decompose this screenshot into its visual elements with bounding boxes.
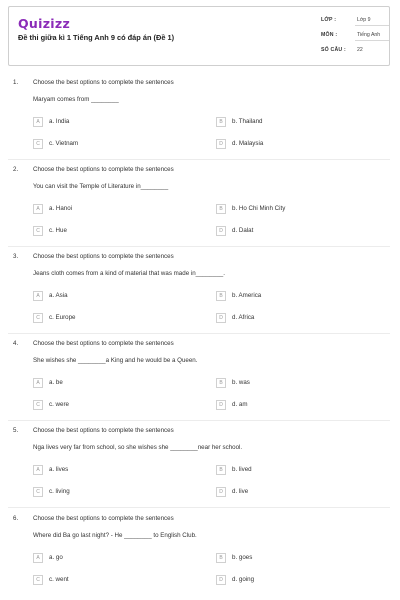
meta-grade-value: Lớp 9 xyxy=(357,17,371,23)
option-text: a. India xyxy=(49,118,70,125)
question-divider xyxy=(8,246,390,247)
question-prompt: Choose the best options to complete the sentences xyxy=(33,253,174,260)
option-letter-box: A xyxy=(33,378,43,388)
option-text: a. Asia xyxy=(49,292,68,299)
option-text: a. go xyxy=(49,554,63,561)
question-prompt: Choose the best options to complete the sentences xyxy=(33,427,174,434)
option-letter-box: A xyxy=(33,465,43,475)
option-text: d. Dalat xyxy=(232,227,254,234)
option-letter-box: A xyxy=(33,117,43,127)
question-prompt: Choose the best options to complete the sentences xyxy=(33,515,174,522)
option-text: d. going xyxy=(232,576,255,583)
question-divider xyxy=(8,333,390,334)
meta-divider xyxy=(355,40,389,41)
option-text: c. Vietnam xyxy=(49,140,79,147)
option-text: a. lives xyxy=(49,466,69,473)
question-divider xyxy=(8,507,390,508)
question-sentence: Maryam comes from ________ xyxy=(33,96,119,103)
option-text: b. lived xyxy=(232,466,252,473)
question-prompt: Choose the best options to complete the sentences xyxy=(33,79,174,86)
question-divider xyxy=(8,420,390,421)
option-letter-box: B xyxy=(216,117,226,127)
option-letter-box: A xyxy=(33,204,43,214)
option-letter-box: C xyxy=(33,139,43,149)
option-letter-box: D xyxy=(216,313,226,323)
question-number: 2. xyxy=(13,166,19,173)
option-letter-box: D xyxy=(216,226,226,236)
option-text: b. Ho Chi Minh City xyxy=(232,205,286,212)
option-text: b. Thailand xyxy=(232,118,263,125)
option-text: a. Hanoi xyxy=(49,205,73,212)
question-number: 3. xyxy=(13,253,19,260)
option-text: d. live xyxy=(232,488,249,495)
option-text: a. be xyxy=(49,379,63,386)
option-letter-box: B xyxy=(216,465,226,475)
option-text: c. were xyxy=(49,401,69,408)
question-number: 6. xyxy=(13,515,19,522)
option-letter-box: B xyxy=(216,204,226,214)
option-letter-box: A xyxy=(33,291,43,301)
question-sentence: Where did Ba go last night? - He ________ to English Club. xyxy=(33,532,197,539)
option-letter-box: D xyxy=(216,139,226,149)
option-letter-box: B xyxy=(216,291,226,301)
option-text: c. went xyxy=(49,576,69,583)
option-letter-box: C xyxy=(33,226,43,236)
option-text: b. America xyxy=(232,292,262,299)
meta-divider xyxy=(355,25,389,26)
question-sentence: You can visit the Temple of Literature in________ xyxy=(33,183,169,190)
quizizz-logo: Quizizz xyxy=(18,16,71,31)
question-sentence: She wishes she ________a King and he would be a Queen. xyxy=(33,357,198,364)
option-text: c. Hue xyxy=(49,227,67,234)
option-text: b. was xyxy=(232,379,250,386)
meta-subject-label: MÔN : xyxy=(321,32,338,38)
option-letter-box: A xyxy=(33,553,43,563)
option-letter-box: B xyxy=(216,553,226,563)
option-text: c. Europe xyxy=(49,314,76,321)
question-number: 5. xyxy=(13,427,19,434)
worksheet-title: Đề thi giữa kì 1 Tiếng Anh 9 có đáp án (Đề 1) xyxy=(18,33,175,42)
meta-count-value: 22 xyxy=(357,47,363,53)
option-text: d. Malaysia xyxy=(232,140,264,147)
option-letter-box: C xyxy=(33,313,43,323)
question-prompt: Choose the best options to complete the sentences xyxy=(33,166,174,173)
question-prompt: Choose the best options to complete the sentences xyxy=(33,340,174,347)
option-text: d. Africa xyxy=(232,314,255,321)
option-letter-box: D xyxy=(216,400,226,410)
option-text: c. living xyxy=(49,488,70,495)
question-sentence: Jeans cloth comes from a kind of material that was made in________. xyxy=(33,270,225,277)
meta-count-label: SỐ CÂU : xyxy=(321,47,346,53)
option-letter-box: B xyxy=(216,378,226,388)
meta-subject-value: Tiếng Anh xyxy=(357,32,381,38)
question-sentence: Nga lives very far from school, so she wishes she ________near her school. xyxy=(33,444,243,451)
question-number: 1. xyxy=(13,79,19,86)
meta-grade-label: LỚP : xyxy=(321,17,337,23)
option-letter-box: C xyxy=(33,400,43,410)
option-text: b. goes xyxy=(232,554,253,561)
worksheet-header xyxy=(8,6,390,66)
question-number: 4. xyxy=(13,340,19,347)
option-letter-box: D xyxy=(216,575,226,585)
question-divider xyxy=(8,159,390,160)
option-letter-box: C xyxy=(33,487,43,497)
option-letter-box: D xyxy=(216,487,226,497)
option-text: d. am xyxy=(232,401,248,408)
option-letter-box: C xyxy=(33,575,43,585)
